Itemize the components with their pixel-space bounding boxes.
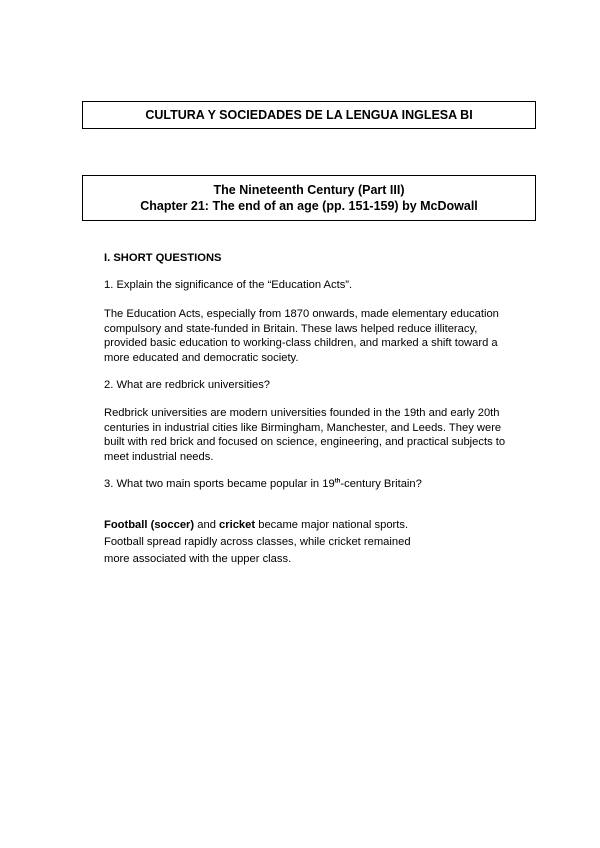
answer-1-line-2: compulsory and state-funded in Britain. These laws helped reduce illiteracy, bbox=[104, 322, 478, 335]
answer-3-cricket: cricket bbox=[219, 519, 256, 531]
answer-2-line-2: centuries in industrial cities like Birmingham, Manchester, and Leeds. They were bbox=[104, 421, 502, 434]
course-title: CULTURA Y SOCIEDADES DE LA LENGUA INGLESA BI bbox=[145, 108, 473, 122]
question-3-text-end: -century Britain? bbox=[340, 478, 422, 490]
course-title-box bbox=[82, 101, 536, 129]
answer-1-line-3: provided basic education to working-class children, and marked a shift toward a bbox=[104, 337, 498, 349]
answer-1-line-1: The Education Acts, especially from 1870 onwards, made elementary education bbox=[104, 308, 499, 320]
answer-2-line-1: Redbrick universities are modern universities founded in the 19th and early 20th bbox=[104, 407, 500, 419]
question-1: 1. Explain the significance of the “Education Acts”. bbox=[104, 279, 353, 291]
question-3-text-start: 3. What two main sports became popular in 19 bbox=[104, 478, 335, 490]
question-3 bbox=[104, 477, 422, 492]
chapter-title-line1: The Nineteenth Century (Part III) bbox=[213, 183, 405, 197]
question-3-superscript: th bbox=[334, 478, 341, 485]
answer-3-line-3: more associated with the upper class. bbox=[104, 553, 292, 565]
answer-2-line-4: meet industrial needs. bbox=[104, 450, 214, 463]
answer-3-football: Football (soccer) bbox=[104, 519, 195, 531]
answer-3-line-2: Football spread rapidly across classes, while cricket remained bbox=[104, 536, 411, 548]
answer-2-line-3: built with red brick and focused on science, engineering, and practical subjects to bbox=[104, 436, 506, 448]
section-heading: I. SHORT QUESTIONS bbox=[104, 252, 222, 264]
question-2: 2. What are redbrick universities? bbox=[104, 379, 271, 391]
chapter-title-box bbox=[82, 175, 536, 221]
answer-3-rest: became major national sports. bbox=[255, 519, 409, 531]
answer-3-line-1 bbox=[104, 518, 408, 533]
answer-1-line-4: more educated and democratic society. bbox=[104, 351, 299, 364]
answer-3-and: and bbox=[194, 519, 220, 531]
chapter-title-line2: Chapter 21: The end of an age (pp. 151-159) by McDowall bbox=[140, 198, 478, 213]
